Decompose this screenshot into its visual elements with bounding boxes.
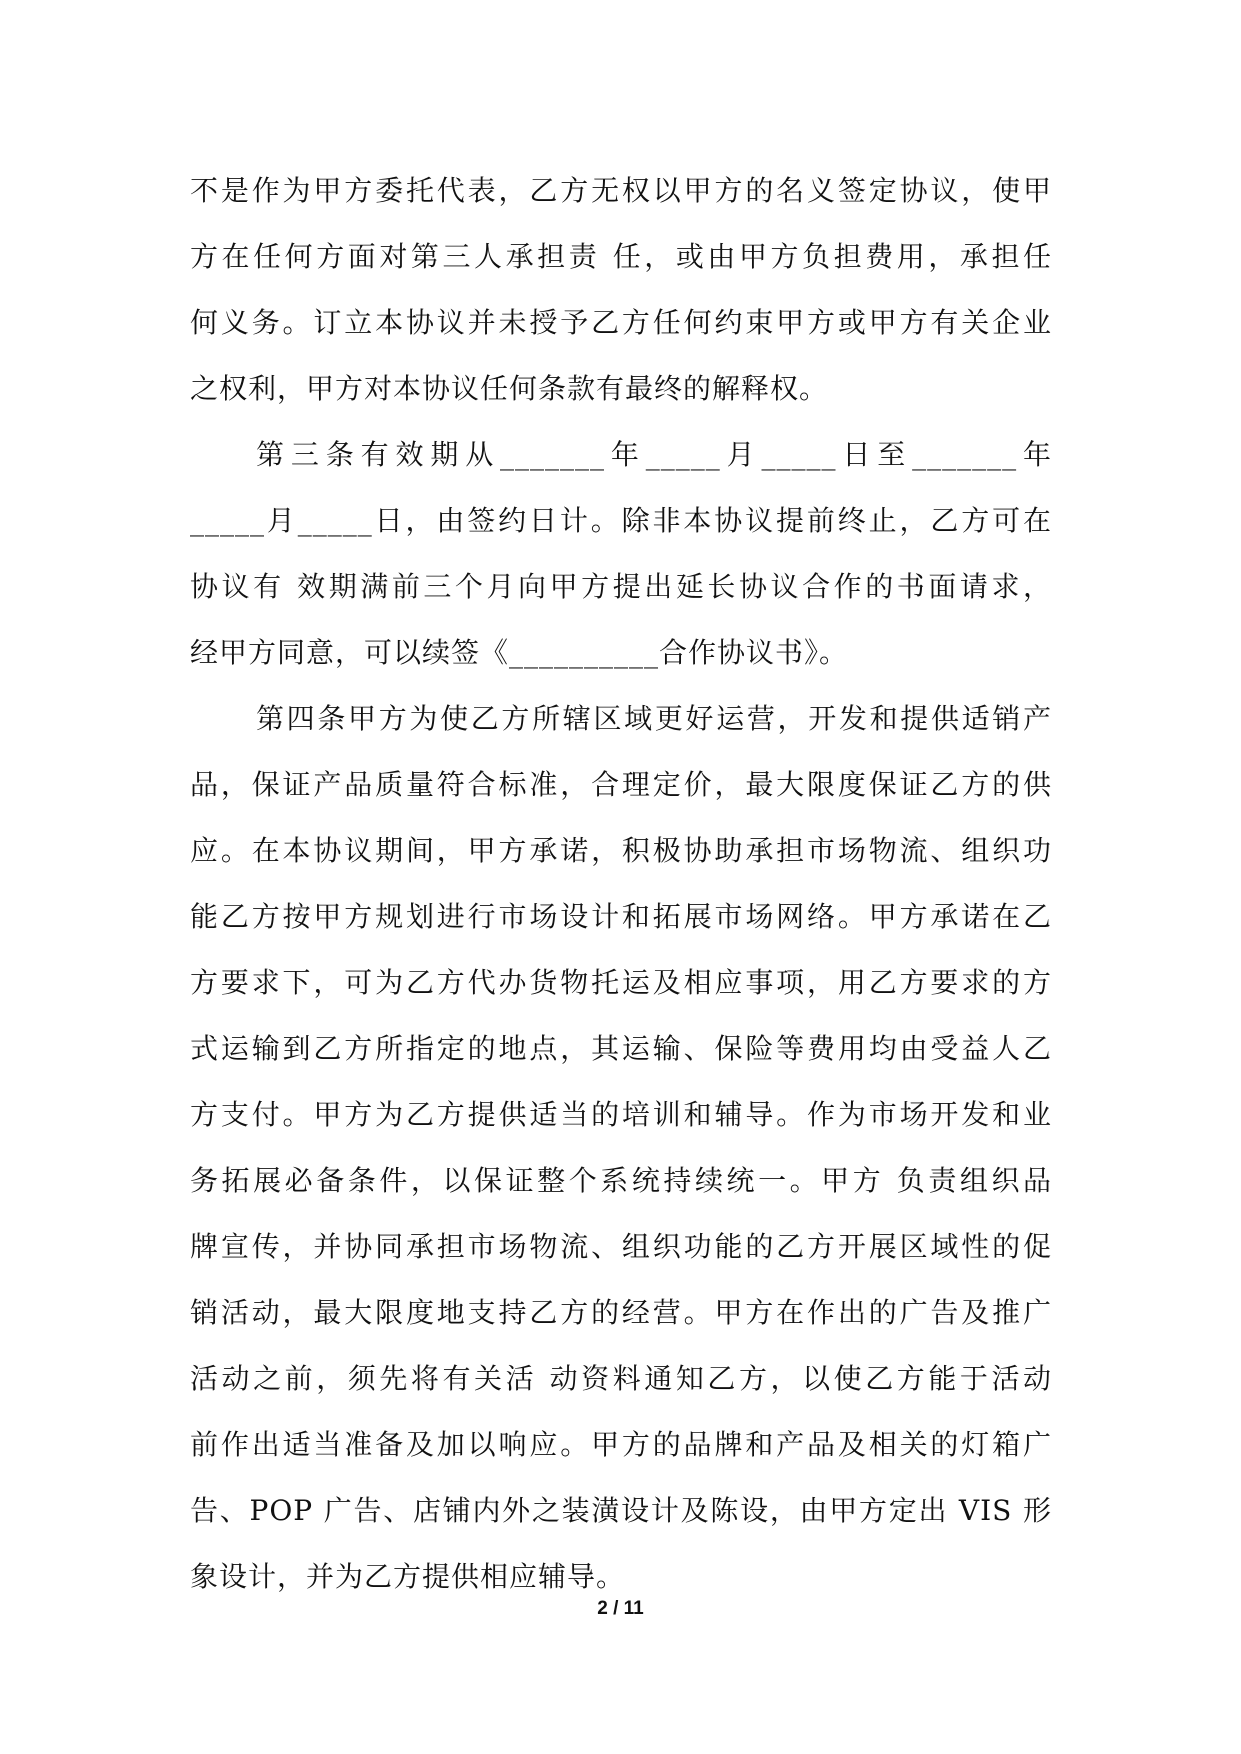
text-line: 方支付。甲方为乙方提供适当的培训和辅导。作为市场开发和业	[190, 1098, 1052, 1131]
text-line: 销活动，最大限度地支持乙方的经营。甲方在作出的广告及推广	[190, 1296, 1052, 1329]
document-body	[190, 158, 1052, 1610]
text-line: 告、POP 广告、店铺内外之装潢设计及陈设，由甲方定出 VIS 形	[190, 1494, 1052, 1527]
text-line: 象设计，并为乙方提供相应辅导。	[190, 1560, 626, 1593]
page-number: 2 / 11	[597, 1598, 644, 1619]
text-line: 何义务。订立本协议并未授予乙方任何约束甲方或甲方有关企业	[190, 306, 1052, 339]
text-line: _____月_____日，由签约日计。除非本协议提前终止，乙方可在	[190, 504, 1052, 537]
text-line: 经甲方同意，可以续签《__________合作协议书》。	[190, 636, 849, 669]
text-line: 品，保证产品质量符合标准，合理定价，最大限度保证乙方的供	[190, 768, 1052, 801]
text-line: 牌宣传，并协同承担市场物流、组织功能的乙方开展区域性的促	[190, 1230, 1052, 1263]
text-line: 方在任何方面对第三人承担责 任，或由甲方负担费用，承担任	[190, 240, 1052, 273]
text-line: 方要求下，可为乙方代办货物托运及相应事项，用乙方要求的方	[190, 966, 1052, 999]
text-line: 不是作为甲方委托代表，乙方无权以甲方的名义签定协议，使甲	[190, 174, 1052, 207]
text-line: 务拓展必备条件，以保证整个系统持续统一。甲方 负责组织品	[190, 1164, 1052, 1197]
text-line: 之权利，甲方对本协议任何条款有最终的解释权。	[190, 372, 829, 405]
text-line: 协议有 效期满前三个月向甲方提出延长协议合作的书面请求，	[190, 570, 1052, 603]
article-3-heading-line: 第三条有效期从_______年_____月_____日至_______年	[256, 438, 1052, 471]
article-4-heading-line: 第四条甲方为使乙方所辖区域更好运营，开发和提供适销产	[256, 702, 1052, 735]
text-line: 能乙方按甲方规划进行市场设计和拓展市场网络。甲方承诺在乙	[190, 900, 1052, 933]
text-line: 应。在本协议期间，甲方承诺，积极协助承担市场物流、组织功	[190, 834, 1052, 867]
text-line: 前作出适当准备及加以响应。甲方的品牌和产品及相关的灯箱广	[190, 1428, 1052, 1461]
text-line: 式运输到乙方所指定的地点，其运输、保险等费用均由受益人乙	[190, 1032, 1052, 1065]
text-line: 活动之前，须先将有关活 动资料通知乙方，以使乙方能于活动	[190, 1362, 1052, 1395]
